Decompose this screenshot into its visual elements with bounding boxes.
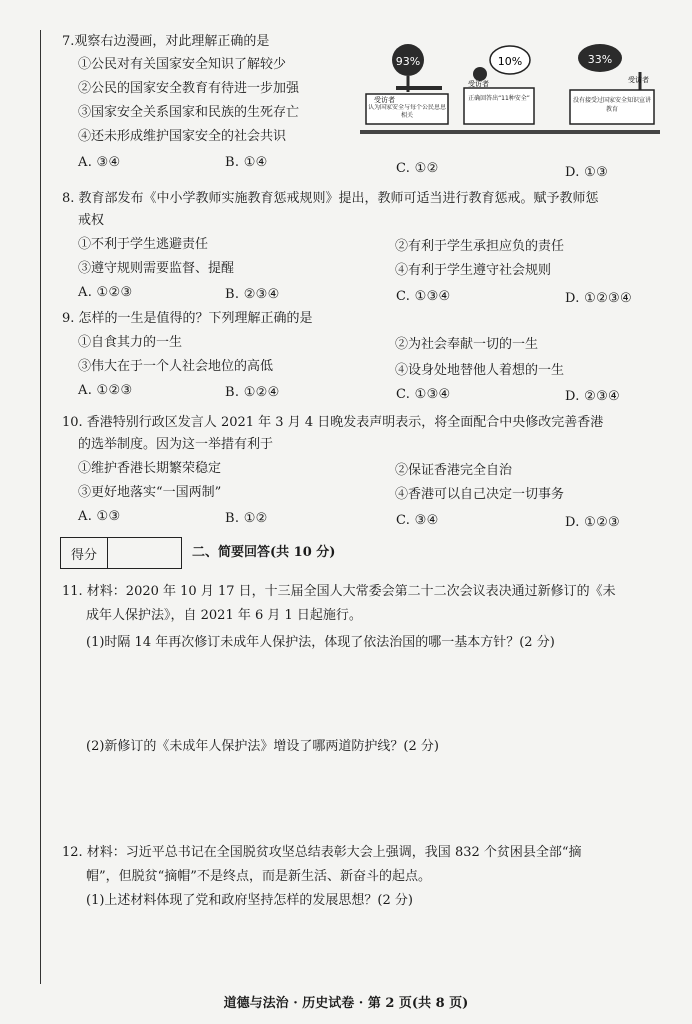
q7-option-d: D. ①③ — [565, 165, 609, 180]
q8-option-c: C. ①③④ — [396, 289, 451, 304]
q8-item-3: ③遵守规则需要监督、提醒 — [78, 261, 235, 276]
q7-option-a: A. ③④ — [78, 155, 121, 170]
q12-material-line-1: 12. 材料：习近平总书记在全国脱贫攻坚总结表彰大会上强调，我国 832 个贫困县全部“摘 — [62, 845, 582, 860]
q10-stem-line-1: 10. 香港特别行政区发言人 2021 年 3 月 4 日晚发表声明表示，将全面配合中央修改完善香港 — [62, 415, 604, 430]
q8-option-a: A. ①②③ — [78, 285, 133, 300]
page-footer: 道德与法治 · 历史试卷 · 第 2 页(共 8 页) — [223, 996, 469, 1011]
q12-material-line-2: 帽”，但脱贫“摘帽”不是终点，而是新生活、新奋斗的起点。 — [86, 869, 431, 884]
cartoon-pct-2: 10% — [497, 55, 523, 68]
q10-option-b: B. ①② — [225, 511, 268, 526]
cartoon-pct-1: 93% — [395, 55, 421, 68]
q8-stem-line-2: 戒权 — [78, 213, 105, 228]
cartoon-caption-1: 受访者 — [374, 96, 395, 104]
q12-subquestion-1: (1)上述材料体现了党和政府坚持怎样的发展思想？(2 分) — [86, 893, 413, 908]
q9-option-a: A. ①②③ — [78, 383, 133, 398]
q9-option-c: C. ①③④ — [396, 387, 451, 402]
q11-subquestion-1: (1)时隔 14 年再次修订未成年人保护法，体现了依法治国的哪一基本方针？(2 分) — [86, 635, 555, 650]
q10-option-a: A. ①③ — [78, 509, 121, 524]
q8-option-d: D. ①②③④ — [565, 291, 632, 306]
cartoon-figure-3 — [570, 44, 654, 124]
cartoon-caption-2: 受访者 — [468, 80, 489, 88]
q8-item-1: ①不利于学生逃避责任 — [78, 237, 209, 252]
cartoon-sign-3: 没有接受过国家安全知识宣讲教育 — [572, 97, 651, 113]
q10-option-c: C. ③④ — [396, 513, 439, 528]
q9-item-3: ③伟大在于一个人社会地位的高低 — [78, 359, 274, 374]
score-label: 得分 — [61, 538, 108, 568]
q10-item-1: ①维护香港长期繁荣稳定 — [78, 461, 222, 476]
cartoon-figure-2 — [464, 46, 534, 124]
q8-item-4: ④有利于学生遵守社会规则 — [395, 263, 552, 278]
q7-stem: 7.观察右边漫画，对此理解正确的是 — [62, 34, 270, 49]
q7-option-c: C. ①② — [396, 161, 439, 176]
q8-option-b: B. ②③④ — [225, 287, 280, 302]
q11-material-line-1: 11. 材料：2020 年 10 月 17 日，十三届全国人大常委会第二十二次会议表决通过新修订的《未 — [62, 584, 616, 599]
q7-option-b: B. ①④ — [225, 155, 268, 170]
q10-stem-line-2: 的选举制度。因为这一举措有利于 — [78, 437, 274, 452]
q10-item-2: ②保证香港完全自治 — [395, 463, 513, 478]
q8-item-2: ②有利于学生承担应负的责任 — [395, 239, 565, 254]
q9-option-b: B. ①②④ — [225, 385, 280, 400]
q10-item-4: ④香港可以自己决定一切事务 — [395, 487, 565, 502]
q9-option-d: D. ②③④ — [565, 389, 620, 404]
q11-material-line-2: 成年人保护法》，自 2021 年 6 月 1 日起施行。 — [86, 608, 362, 623]
cartoon-caption-3: 受访者 — [628, 76, 649, 84]
cartoon-sign-1: 认为国家安全与每个公民息息相关 — [368, 104, 446, 119]
q10-option-d: D. ①②③ — [565, 515, 620, 530]
q7-item-3: ③国家安全关系国家和民族的生死存亡 — [78, 105, 300, 120]
q9-item-4: ④设身处地替他人着想的一生 — [395, 363, 565, 378]
q7-cartoon — [360, 42, 660, 142]
q11-subquestion-2: (2)新修订的《未成年人保护法》增设了哪两道防护线？(2 分) — [86, 739, 439, 754]
q7-item-1: ①公民对有关国家安全知识了解较少 — [78, 57, 287, 72]
cartoon-figure-1 — [366, 44, 448, 124]
q8-stem-line-1: 8. 教育部发布《中小学教师实施教育惩戒规则》提出，教师可适当进行教育惩戒。赋予教师惩 — [62, 191, 599, 206]
q7-item-4: ④还未形成维护国家安全的社会共识 — [78, 129, 287, 144]
q9-stem: 9. 怎样的一生是值得的？下列理解正确的是 — [62, 311, 313, 326]
score-box — [60, 537, 182, 569]
q7-item-2: ②公民的国家安全教育有待进一步加强 — [78, 81, 300, 96]
cartoon-sign-2: 正确回答出“11种安全” — [468, 95, 530, 102]
score-field[interactable] — [108, 538, 181, 568]
q9-item-1: ①自食其力的一生 — [78, 335, 183, 350]
cartoon-pct-3: 33% — [587, 53, 613, 66]
section-2-title: 二、简要回答(共 10 分) — [192, 545, 336, 560]
q10-item-3: ③更好地落实“一国两制” — [78, 485, 222, 500]
binding-margin-line — [40, 30, 41, 984]
q9-item-2: ②为社会奉献一切的一生 — [395, 337, 539, 352]
